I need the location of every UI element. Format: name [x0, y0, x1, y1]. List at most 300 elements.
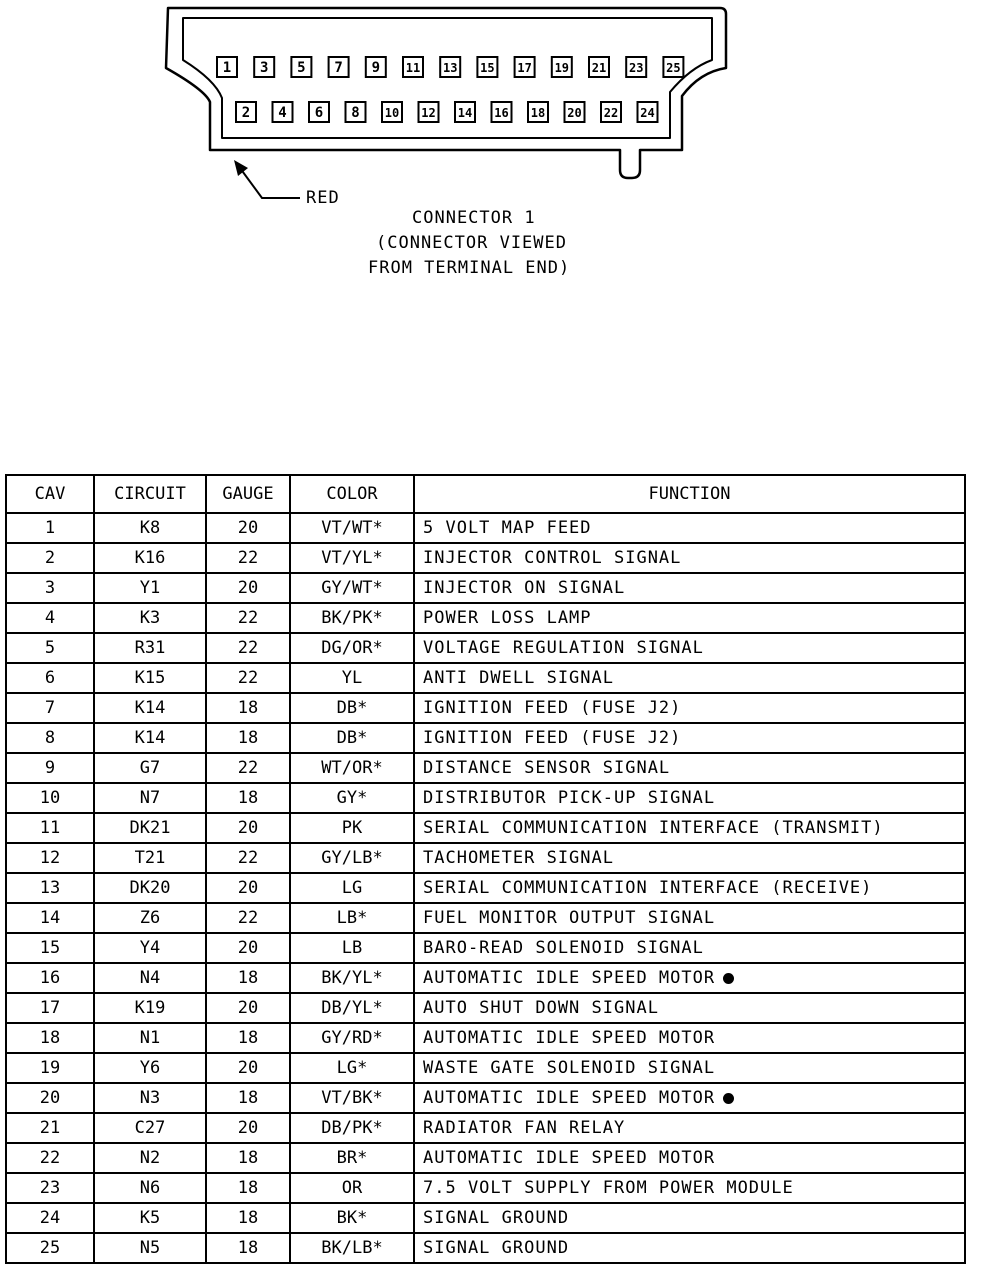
cell-circuit	[94, 513, 206, 543]
cell-circuit	[94, 993, 206, 1023]
cell-gauge-text: 18	[237, 968, 259, 988]
cell-function-text: 5 VOLT MAP FEED	[423, 518, 592, 538]
cell-gauge-text: 22	[237, 548, 259, 568]
cell-cav	[6, 873, 94, 903]
cell-color-text: BK/LB*	[321, 1238, 383, 1258]
pin-number: 13	[442, 61, 458, 75]
cell-circuit	[94, 753, 206, 783]
cell-function	[414, 543, 965, 573]
cell-cav	[6, 1203, 94, 1233]
pin-number: 21	[591, 61, 607, 75]
cell-color-text: BK/YL*	[321, 968, 383, 988]
cell-function-text: ANTI DWELL SIGNAL	[423, 668, 614, 688]
cell-circuit-text: C27	[134, 1118, 166, 1138]
cell-color	[290, 573, 414, 603]
cell-function-text: VOLTAGE REGULATION SIGNAL	[423, 638, 704, 658]
cell-cav	[6, 693, 94, 723]
table-row	[6, 723, 965, 753]
cell-gauge	[206, 1083, 290, 1113]
cell-cav-text: 21	[39, 1118, 61, 1138]
cell-function-text: DISTANCE SENSOR SIGNAL	[423, 758, 671, 778]
table-row	[6, 1023, 965, 1053]
cell-color-text: LB	[341, 938, 363, 958]
cell-color-text: OR	[341, 1178, 363, 1198]
connector-caption-line3: FROM TERMINAL END)	[368, 258, 571, 278]
table-row	[6, 573, 965, 603]
cell-function-text: AUTOMATIC IDLE SPEED MOTOR	[423, 1088, 716, 1108]
pin-number: 14	[457, 106, 473, 120]
cell-circuit	[94, 783, 206, 813]
table-row	[6, 603, 965, 633]
cell-cav-text: 17	[39, 998, 61, 1018]
cell-gauge-text: 22	[237, 848, 259, 868]
cell-circuit-text: N3	[139, 1088, 161, 1108]
cell-circuit	[94, 1173, 206, 1203]
table-row	[6, 843, 965, 873]
cell-circuit-text: K15	[134, 668, 166, 688]
cell-color-text: LB*	[336, 908, 368, 928]
cell-cav-text: 5	[44, 638, 56, 658]
cell-gauge	[206, 573, 290, 603]
cell-function	[414, 1113, 965, 1143]
pin-number: 3	[259, 60, 269, 76]
cell-circuit-text: T21	[134, 848, 166, 868]
pin-number: 5	[297, 60, 306, 76]
cell-color-text: VT/BK*	[321, 1088, 383, 1108]
cell-color-text: WT/OR*	[321, 758, 383, 778]
cell-circuit	[94, 543, 206, 573]
cell-function-text: AUTOMATIC IDLE SPEED MOTOR	[423, 1028, 716, 1048]
cell-gauge-text: 20	[237, 578, 259, 598]
pin-number: 17	[517, 61, 532, 75]
cell-circuit	[94, 723, 206, 753]
pin-number: 4	[278, 105, 287, 121]
cell-circuit-text: N4	[139, 968, 161, 988]
pin-number: 12	[421, 106, 436, 120]
cell-cav	[6, 723, 94, 753]
cell-gauge	[206, 1023, 290, 1053]
cell-gauge-text: 22	[237, 908, 259, 928]
pinout-table	[5, 474, 966, 1264]
cell-function	[414, 993, 965, 1023]
cell-circuit	[94, 933, 206, 963]
pin-number: 7	[334, 60, 343, 76]
cell-color	[290, 633, 414, 663]
cell-color	[290, 933, 414, 963]
cell-function	[414, 963, 965, 993]
cell-gauge-text: 18	[237, 1088, 259, 1108]
table-row	[6, 753, 965, 783]
cell-gauge	[206, 1173, 290, 1203]
cell-circuit-text: K3	[139, 608, 161, 628]
pin-number: 20	[567, 106, 582, 120]
pin-number: 10	[384, 106, 400, 120]
cell-cav-text: 7	[44, 698, 56, 718]
cell-cav-text: 14	[39, 908, 61, 928]
cell-color-text: GY/WT*	[321, 578, 383, 598]
cell-circuit	[94, 1053, 206, 1083]
cell-function-text: AUTO SHUT DOWN SIGNAL	[423, 998, 659, 1018]
cell-color-text: GY*	[336, 788, 368, 808]
table-row	[6, 513, 965, 543]
pin-number: 8	[351, 105, 360, 121]
cell-circuit	[94, 903, 206, 933]
cell-cav	[6, 813, 94, 843]
cell-gauge	[206, 963, 290, 993]
cell-gauge	[206, 603, 290, 633]
cell-cav	[6, 1113, 94, 1143]
cell-cav	[6, 573, 94, 603]
cell-function	[414, 573, 965, 603]
cell-cav-text: 22	[39, 1148, 61, 1168]
cell-gauge	[206, 723, 290, 753]
cell-circuit	[94, 1203, 206, 1233]
cell-circuit-text: K14	[134, 698, 166, 718]
cell-circuit	[94, 813, 206, 843]
cell-gauge-text: 18	[237, 698, 259, 718]
cell-function	[414, 1233, 965, 1263]
cell-cav	[6, 783, 94, 813]
table-row	[6, 1233, 965, 1263]
cell-gauge-text: 18	[237, 1208, 259, 1228]
cell-gauge	[206, 663, 290, 693]
cell-color-text: YL	[341, 668, 363, 688]
cell-function-text: AUTOMATIC IDLE SPEED MOTOR	[423, 968, 716, 988]
cell-circuit-text: N6	[139, 1178, 161, 1198]
cell-color	[290, 1023, 414, 1053]
cell-circuit-text: K14	[134, 728, 166, 748]
cell-function	[414, 873, 965, 903]
cell-cav	[6, 993, 94, 1023]
cell-function-text: 7.5 VOLT SUPPLY FROM POWER MODULE	[423, 1178, 794, 1198]
cell-circuit	[94, 1233, 206, 1263]
pin-number: 1	[222, 60, 232, 76]
cell-color-text: VT/WT*	[321, 518, 383, 538]
cell-cav	[6, 543, 94, 573]
cell-function	[414, 1203, 965, 1233]
cell-color	[290, 873, 414, 903]
cell-function	[414, 1053, 965, 1083]
table-row	[6, 993, 965, 1023]
cell-circuit-text: K16	[134, 548, 166, 568]
cell-cav	[6, 843, 94, 873]
cell-function	[414, 723, 965, 753]
cell-color	[290, 1203, 414, 1233]
cell-circuit	[94, 873, 206, 903]
cell-gauge	[206, 513, 290, 543]
cell-function-text: WASTE GATE SOLENOID SIGNAL	[423, 1058, 716, 1078]
cell-cav-text: 10	[39, 788, 61, 808]
header-function: FUNCTION	[414, 475, 965, 513]
cell-color	[290, 783, 414, 813]
cell-gauge-text: 20	[237, 998, 259, 1018]
cell-circuit-text: K5	[139, 1208, 161, 1228]
cell-function-text: BARO-READ SOLENOID SIGNAL	[423, 938, 704, 958]
cell-cav-text: 3	[44, 578, 56, 598]
cell-circuit	[94, 1143, 206, 1173]
cell-cav	[6, 753, 94, 783]
cell-gauge	[206, 933, 290, 963]
cell-circuit	[94, 663, 206, 693]
pin-number: 15	[480, 61, 495, 75]
header-circuit: CIRCUIT	[94, 475, 206, 513]
cell-gauge-text: 20	[237, 518, 259, 538]
cell-function-text: SIGNAL GROUND	[423, 1238, 570, 1258]
cell-gauge-text: 18	[237, 728, 259, 748]
cell-color	[290, 903, 414, 933]
cell-circuit-text: DK21	[129, 818, 171, 838]
cell-gauge	[206, 543, 290, 573]
cell-circuit-text: K8	[139, 518, 161, 538]
pin-number: 24	[640, 106, 655, 120]
cell-function-text: POWER LOSS LAMP	[423, 608, 592, 628]
cell-circuit	[94, 1083, 206, 1113]
cell-color-text: VT/YL*	[321, 548, 383, 568]
pin-number: 2	[241, 105, 251, 121]
cell-cav-text: 13	[39, 878, 61, 898]
cell-color	[290, 543, 414, 573]
red-pointer-arrow	[240, 168, 300, 198]
cell-function	[414, 903, 965, 933]
pin-number: 23	[628, 61, 644, 75]
pin-number: 22	[603, 106, 619, 120]
bullet-dot-icon	[723, 1093, 734, 1104]
table-row	[6, 1083, 965, 1113]
cell-function-text: IGNITION FEED (FUSE J2)	[423, 698, 682, 718]
table-row	[6, 693, 965, 723]
cell-cav	[6, 963, 94, 993]
pin-number: 16	[494, 106, 509, 120]
cell-cav-text: 16	[39, 968, 61, 988]
cell-color	[290, 1113, 414, 1143]
cell-function-text: SIGNAL GROUND	[423, 1208, 570, 1228]
cell-cav	[6, 933, 94, 963]
cell-function-text: IGNITION FEED (FUSE J2)	[423, 728, 682, 748]
cell-color	[290, 1233, 414, 1263]
cell-cav-text: 19	[39, 1058, 61, 1078]
cell-circuit-text: R31	[134, 638, 166, 658]
cell-color	[290, 993, 414, 1023]
cell-function	[414, 843, 965, 873]
cell-color-text: BK/PK*	[321, 608, 383, 628]
cell-color-text: BK*	[336, 1208, 368, 1228]
cell-color-text: DB*	[336, 728, 368, 748]
cell-circuit-text: Z6	[139, 908, 161, 928]
cell-gauge-text: 20	[237, 938, 259, 958]
cell-gauge	[206, 873, 290, 903]
connector-outline	[166, 8, 726, 178]
cell-cav-text: 24	[39, 1208, 61, 1228]
cell-gauge	[206, 693, 290, 723]
cell-color-text: GY/RD*	[321, 1028, 383, 1048]
cell-color	[290, 603, 414, 633]
cell-circuit-text: K19	[134, 998, 166, 1018]
cell-cav	[6, 603, 94, 633]
cell-function	[414, 1173, 965, 1203]
cell-circuit	[94, 1113, 206, 1143]
pin-number: 25	[666, 61, 681, 75]
cell-color-text: DB/YL*	[321, 998, 383, 1018]
cell-gauge	[206, 1143, 290, 1173]
cell-function-text: FUEL MONITOR OUTPUT SIGNAL	[423, 908, 716, 928]
cell-gauge-text: 18	[237, 1148, 259, 1168]
cell-color	[290, 513, 414, 543]
cell-cav-text: 4	[44, 608, 56, 628]
cell-cav-text: 23	[39, 1178, 61, 1198]
cell-color-text: GY/LB*	[321, 848, 383, 868]
cell-function	[414, 753, 965, 783]
cell-circuit-text: DK20	[129, 878, 171, 898]
cell-circuit-text: Y4	[139, 938, 161, 958]
table-row	[6, 873, 965, 903]
cell-function-text: INJECTOR CONTROL SIGNAL	[423, 548, 682, 568]
cell-color-text: DB*	[336, 698, 368, 718]
cell-cav-text: 20	[39, 1088, 61, 1108]
cell-circuit-text: Y1	[139, 578, 161, 598]
cell-cav	[6, 1053, 94, 1083]
cell-gauge-text: 22	[237, 638, 259, 658]
cell-function	[414, 1023, 965, 1053]
cell-cav-text: 6	[44, 668, 56, 688]
cell-gauge-text: 22	[237, 758, 259, 778]
cell-color	[290, 1083, 414, 1113]
cell-cav-text: 8	[44, 728, 56, 748]
cell-circuit	[94, 963, 206, 993]
cell-gauge	[206, 1113, 290, 1143]
cell-function	[414, 693, 965, 723]
cell-gauge-text: 20	[237, 1118, 259, 1138]
cell-function	[414, 513, 965, 543]
cell-color-text: DG/OR*	[321, 638, 383, 658]
cell-function-text: AUTOMATIC IDLE SPEED MOTOR	[423, 1148, 716, 1168]
pin-number: 11	[405, 61, 421, 75]
table-row	[6, 633, 965, 663]
cell-color	[290, 1173, 414, 1203]
cell-color	[290, 663, 414, 693]
cell-circuit	[94, 843, 206, 873]
bullet-dot-icon	[723, 973, 734, 984]
cell-cav-text: 1	[44, 518, 56, 538]
cell-gauge	[206, 783, 290, 813]
cell-color	[290, 843, 414, 873]
table-row	[6, 933, 965, 963]
table-row	[6, 963, 965, 993]
cell-cav	[6, 1023, 94, 1053]
header-color: COLOR	[290, 475, 414, 513]
header-cav: CAV	[6, 475, 94, 513]
cell-gauge	[206, 903, 290, 933]
pin-number: 6	[314, 105, 324, 121]
cell-gauge-text: 18	[237, 1178, 259, 1198]
cell-function	[414, 783, 965, 813]
header-gauge: GAUGE	[206, 475, 290, 513]
cell-cav-text: 15	[39, 938, 61, 958]
cell-circuit	[94, 573, 206, 603]
cell-function	[414, 663, 965, 693]
cell-cav-text: 9	[44, 758, 56, 778]
table-row	[6, 1143, 965, 1173]
cell-color-text: PK	[341, 818, 363, 838]
table-row	[6, 1113, 965, 1143]
pin-number: 18	[530, 106, 546, 120]
cell-gauge-text: 22	[237, 608, 259, 628]
cell-function-text: DISTRIBUTOR PICK-UP SIGNAL	[423, 788, 716, 808]
cell-function-text: RADIATOR FAN RELAY	[423, 1118, 626, 1138]
cell-cav	[6, 633, 94, 663]
cell-gauge-text: 20	[237, 1058, 259, 1078]
table-row	[6, 903, 965, 933]
cell-color	[290, 813, 414, 843]
cell-circuit-text: N7	[139, 788, 161, 808]
cell-color-text: DB/PK*	[321, 1118, 383, 1138]
table-row	[6, 1203, 965, 1233]
cell-circuit-text: N1	[139, 1028, 161, 1048]
pin-number: 19	[554, 61, 570, 75]
cell-cav	[6, 1083, 94, 1113]
cell-circuit	[94, 633, 206, 663]
cell-cav	[6, 513, 94, 543]
table-row	[6, 1053, 965, 1083]
cell-gauge	[206, 993, 290, 1023]
cell-circuit-text: G7	[139, 758, 161, 778]
cell-gauge-text: 18	[237, 1028, 259, 1048]
cell-cav	[6, 1233, 94, 1263]
cell-circuit	[94, 1023, 206, 1053]
cell-gauge	[206, 753, 290, 783]
cell-cav	[6, 1143, 94, 1173]
cell-gauge-text: 22	[237, 668, 259, 688]
cell-color	[290, 1143, 414, 1173]
connector-caption-title: CONNECTOR 1	[412, 208, 536, 228]
table-header-row	[6, 475, 965, 513]
cell-color	[290, 963, 414, 993]
arrow-head-icon	[234, 160, 248, 176]
bottom-pin-row	[236, 102, 658, 122]
cell-circuit-text: N5	[139, 1238, 161, 1258]
cell-cav	[6, 903, 94, 933]
cell-function	[414, 1083, 965, 1113]
cell-gauge	[206, 1203, 290, 1233]
table-row	[6, 1173, 965, 1203]
cell-color-text: BR*	[336, 1148, 368, 1168]
cell-gauge-text: 18	[237, 788, 259, 808]
table-row	[6, 663, 965, 693]
cell-function-text: SERIAL COMMUNICATION INTERFACE (RECEIVE)	[423, 878, 873, 898]
cell-function	[414, 603, 965, 633]
top-pin-row	[217, 57, 683, 77]
cell-gauge	[206, 813, 290, 843]
connector-caption-line2: (CONNECTOR VIEWED	[376, 233, 567, 253]
cell-gauge	[206, 1233, 290, 1263]
cell-gauge	[206, 843, 290, 873]
table-row	[6, 783, 965, 813]
cell-cav-text: 25	[39, 1238, 61, 1258]
table-row	[6, 543, 965, 573]
cell-color	[290, 1053, 414, 1083]
cell-gauge-text: 20	[237, 878, 259, 898]
cell-function-text: INJECTOR ON SIGNAL	[423, 578, 626, 598]
cell-cav-text: 18	[39, 1028, 61, 1048]
pin-number: 9	[371, 60, 381, 76]
cell-circuit	[94, 693, 206, 723]
cell-color-text: LG	[341, 878, 363, 898]
cell-gauge	[206, 633, 290, 663]
cell-function-text: SERIAL COMMUNICATION INTERFACE (TRANSMIT)	[423, 818, 884, 838]
cell-cav	[6, 1173, 94, 1203]
cell-function-text: TACHOMETER SIGNAL	[423, 848, 614, 868]
cell-gauge	[206, 1053, 290, 1083]
cell-cav	[6, 663, 94, 693]
